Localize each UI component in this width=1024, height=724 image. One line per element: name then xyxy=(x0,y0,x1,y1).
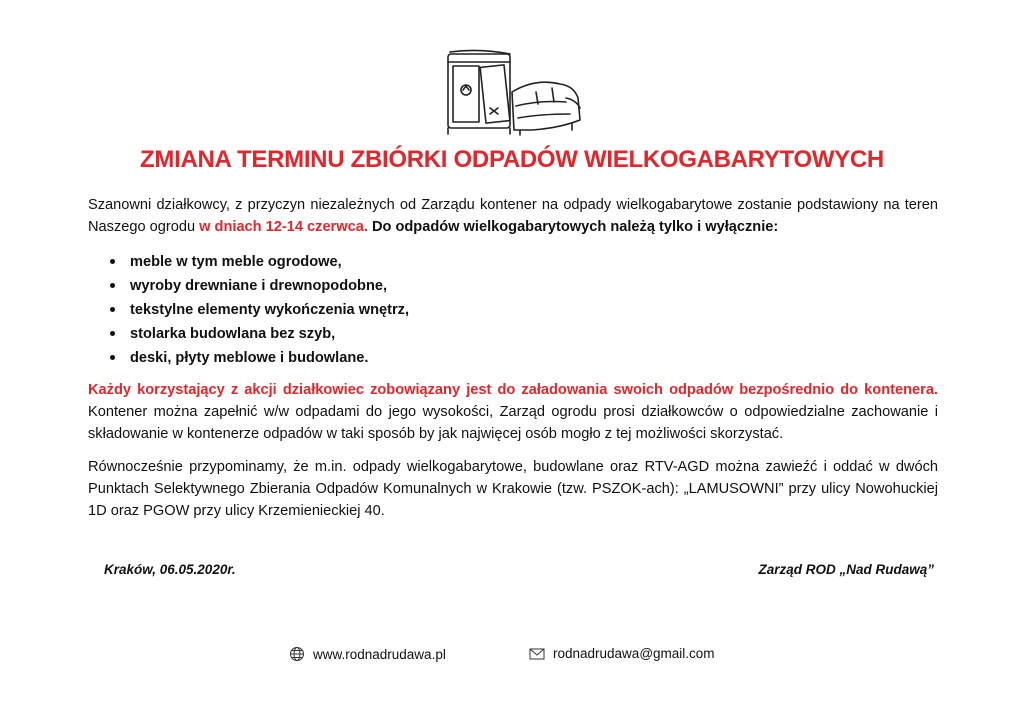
email-link[interactable]: rodnadrudawa@gmail.com xyxy=(553,646,715,661)
bullet-icon xyxy=(110,283,115,288)
accepted-waste-list xyxy=(88,250,938,370)
bullet-icon xyxy=(110,331,115,336)
intro-paragraph xyxy=(88,194,938,238)
bullet-icon xyxy=(110,307,115,312)
signer: Zarząd ROD „Nad Rudawą” xyxy=(758,562,934,577)
reminder-paragraph: Równocześnie przypominamy, że m.in. odpady wielkogabarytowe, budowlane oraz RTV-AGD można zawieźć i oddać w dwóch Punktach Selektywnego Zbierania Odpadów Komunalnych w Krakowie (tzw. PSZOK-ach): „LAMUSOWNI” przy ulicy Nowohuckiej 1D oraz PGOW przy ulicy Krzemienieckiej 40. xyxy=(88,459,938,519)
list-item: wyroby drewniane i drewnopodobne, xyxy=(110,274,938,298)
place-date: Kraków, 06.05.2020r. xyxy=(104,562,236,577)
intro-bold-text: Do odpadów wielkogabarytowych należą tylko i wyłącznie: xyxy=(367,219,779,235)
list-item: stolarka budowlana bez szyb, xyxy=(110,322,938,346)
list-item: tekstylne elementy wykończenia wnętrz, xyxy=(110,298,938,322)
obligation-paragraph xyxy=(88,379,938,445)
notice-body xyxy=(88,194,938,522)
intro-text: Szanowni działkowcy, z przyczyn niezależnych od Zarządu kontener na odpady wielkogabarytowe zostanie podstawiony na teren Naszego ogrodu xyxy=(88,197,938,235)
list-item: meble w tym meble ogrodowe, xyxy=(110,250,938,274)
bullet-icon xyxy=(110,355,115,360)
website-link[interactable]: www.rodnadrudawa.pl xyxy=(313,646,446,662)
collection-dates: w dniach 12-14 czerwca. xyxy=(199,219,368,235)
obligation-highlight: Każdy korzystający z akcji działkowiec zobowiązany jest do załadowania swoich odpadów bezpośrednio do kontenera. xyxy=(88,382,938,398)
obligation-text: Kontener można zapełnić w/w odpadami do jego wysokości, Zarząd ogrodu prosi działkowców o odpowiedzialne zachowanie i składowanie w kontenerze odpadów w taki sposób by jak najwięcej osób mogło z tej możliwości skorzystać. xyxy=(88,404,938,442)
envelope-icon xyxy=(529,648,545,660)
bullet-icon xyxy=(110,259,115,264)
bulky-waste-furniture-icon xyxy=(440,48,586,138)
globe-icon xyxy=(289,646,305,662)
footer-website[interactable] xyxy=(289,646,446,662)
page-title: ZMIANA TERMINU ZBIÓRKI ODPADÓW WIELKOGABARYTOWYCH xyxy=(140,146,884,173)
footer-email[interactable] xyxy=(529,646,715,661)
list-item: deski, płyty meblowe i budowlane. xyxy=(110,346,938,370)
